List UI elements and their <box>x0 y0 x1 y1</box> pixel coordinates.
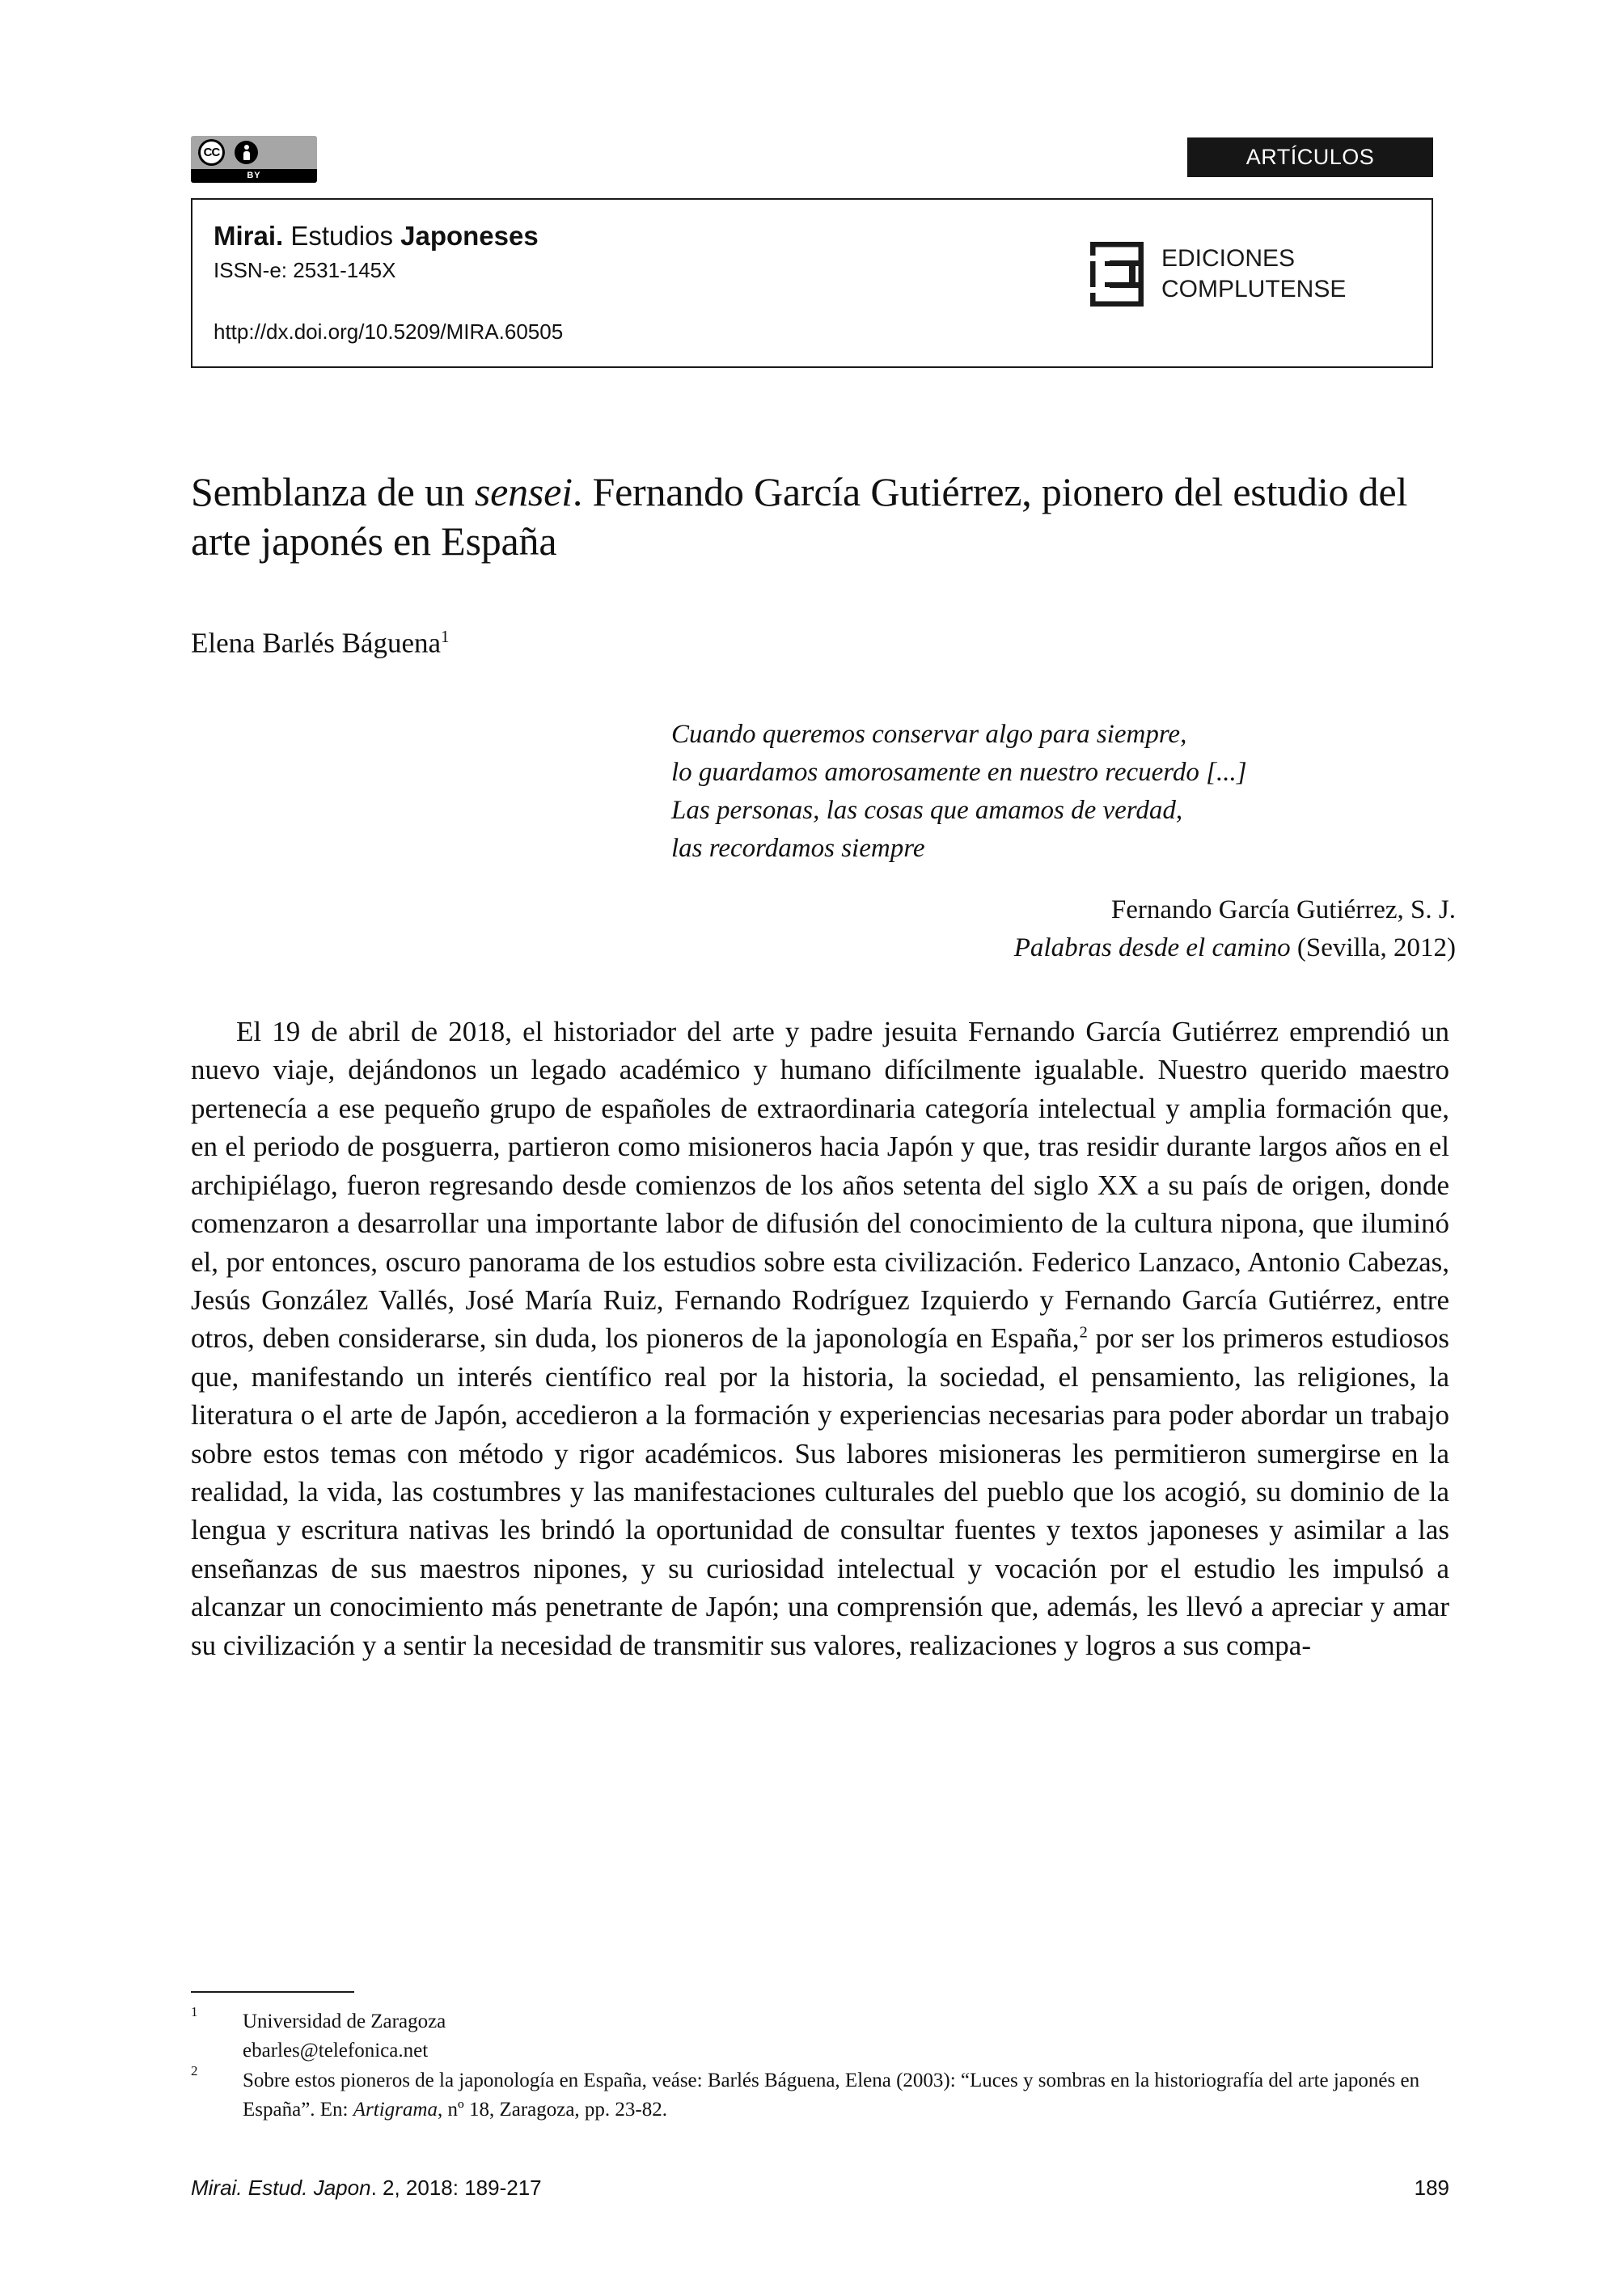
epigraph-attribution-author: Fernando García Gutiérrez, S. J. <box>1110 895 1456 924</box>
epigraph-work-place-year: (Sevilla, 2012) <box>1290 932 1456 962</box>
publisher-block <box>1090 242 1346 307</box>
body-footnote-marker-2[interactable]: 2 <box>1079 1323 1088 1342</box>
epigraph-line: las recordamos siempre <box>671 833 925 863</box>
body-paragraph <box>191 1013 1449 1664</box>
page-footer <box>191 2176 1449 2201</box>
article-doi-link[interactable]: http://dx.doi.org/10.5209/MIRA.60505 <box>214 319 564 344</box>
creative-commons-icon <box>198 139 225 166</box>
cc-badge-cc-text: CC <box>201 142 222 163</box>
footnote-separator-rule <box>191 1991 354 1993</box>
epigraph-line: Las personas, las cosas que amamos de verdad, <box>671 795 1183 825</box>
epigraph-line: lo guardamos amorosamente en nuestro recuerdo [...] <box>671 757 1247 787</box>
footnote-item <box>191 2063 1449 2124</box>
footnote-item <box>191 2004 1449 2065</box>
journal-title-part1: Mirai. <box>214 221 284 251</box>
epigraph-quote <box>671 716 1456 867</box>
person-head-shape <box>244 145 249 150</box>
footer-citation <box>191 2176 542 2201</box>
footnote-affiliation: Universidad de Zaragoza <box>243 2011 446 2032</box>
top-strip <box>191 136 1433 194</box>
person-body-shape <box>243 151 250 160</box>
journal-issn: ISSN-e: 2531-145X <box>214 257 396 282</box>
journal-title-part3: Japoneses <box>400 221 539 251</box>
publisher-line-1: EDICIONES <box>1161 244 1296 272</box>
author-name: Elena Barlés Báguena <box>191 627 442 659</box>
section-tag-articulos: ARTÍCULOS <box>1187 137 1433 177</box>
author-footnote-marker[interactable]: 1 <box>441 627 450 646</box>
body-paragraph-segment-1: El 19 de abril de 2018, el historiador del arte y padre jesuita Fernando García Gutiérrez emprendió un nuevo viaje, dejándonos un legado académico y humano difícilmente igualable. Nuestro querido maestro pertenecía a ese pequeño grupo de españoles de extraordinaria categoría intelectual y amplia formación que, en el periodo de posguerra, partieron como misioneros hacia Japón y que, tras residir durante largos años en el archipiélago, fueron regresando desde comienzos de los años setenta del siglo XX a su país de origen, donde comenzaron a desarrollar una importante labor de difusión del conocimiento de la cultura nipona, que iluminó el, por entonces, oscuro panorama de los estudios sobre esta civilización. Federico Lanzaco, Antonio Cabezas, Jesús González Vallés, José María Ruiz, Fernando Rodríguez Izquierdo y Fernando García Gutiérrez, entre otros, deben considerarse, sin duda, los pioneros de la japonología en España, <box>191 1016 1449 1355</box>
footnote-text-after-title: , nº 18, Zaragoza, pp. 23-82. <box>437 2098 668 2121</box>
creative-commons-license-badge[interactable] <box>191 136 317 183</box>
epigraph-attribution <box>671 891 1456 967</box>
publisher-line-2: COMPLUTENSE <box>1161 276 1347 302</box>
journal-masthead-box <box>191 198 1433 368</box>
body-paragraph-segment-2: por ser los primeros estudiosos que, manifestando un interés científico real por la historia, la sociedad, el pensamiento, las religiones, la literatura o el arte de Japón, accedieron a la formación y experiencias necesarias para poder abordar un trabajo sobre estos temas con método y rigor académicos. Sus labores misioneras les permitieron sumergirse en la realidad, la vida, las costumbres y las manifestaciones culturales del pueblo que los acogió, su dominio de la lengua y escritura nativas les brindó la oportunidad de consultar fuentes y textos japoneses y asimilar a las enseñanzas de sus maestros nipones, y su curiosidad intelectual y vocación por el estudio les impulsó a alcanzar un conocimiento más penetrante de Japón; una comprensión que, además, les llevó a apreciar y amar su civilización y a sentir la necesidad de transmitir sus valores, realizaciones y logros a sus compa- <box>191 1322 1449 1661</box>
footnote-email[interactable]: ebarles@telefonica.net <box>243 2039 429 2062</box>
cc-badge-icons <box>191 136 317 169</box>
epigraph-line: Cuando queremos conservar algo para siempre, <box>671 720 1187 749</box>
journal-title-part2: Estudios <box>283 221 401 251</box>
epigraph-work-title: Palabras desde el camino <box>1013 932 1291 962</box>
attribution-person-icon <box>235 141 258 164</box>
footnote-journal-title: Artigrama <box>353 2098 438 2121</box>
page-number: 189 <box>1414 2176 1449 2200</box>
footnotes-section <box>191 2004 1449 2125</box>
publisher-name <box>1161 243 1346 306</box>
article-author <box>191 627 450 660</box>
article-title <box>191 467 1453 566</box>
footnote-text-before-title: Sobre estos pioneros de la japonología en España, veáse: Barlés Báguena, Elena (2003): “Luces y sombras en la historiografía del arte japonés en España”. En: <box>243 2070 1420 2121</box>
article-title-segment-1: Semblanza de un <box>191 469 475 514</box>
article-title-italic-sensei: sensei <box>474 469 573 514</box>
cc-badge-by-text: BY <box>191 169 317 183</box>
footnote-number: 1 <box>191 2004 198 2019</box>
journal-title <box>214 221 539 252</box>
ediciones-complutense-logo-icon <box>1090 242 1144 307</box>
epigraph-attribution-source <box>671 929 1456 967</box>
article-title-segment-2: . Fernando García Gutiérrez, pionero del estudio del arte japonés en España <box>191 469 1408 564</box>
footer-citation-details: . 2, 2018: 189-217 <box>370 2176 542 2200</box>
masthead-left-column <box>214 221 539 283</box>
footer-citation-journal: Mirai. Estud. Japon <box>191 2176 371 2200</box>
footnote-number: 2 <box>191 2063 198 2078</box>
